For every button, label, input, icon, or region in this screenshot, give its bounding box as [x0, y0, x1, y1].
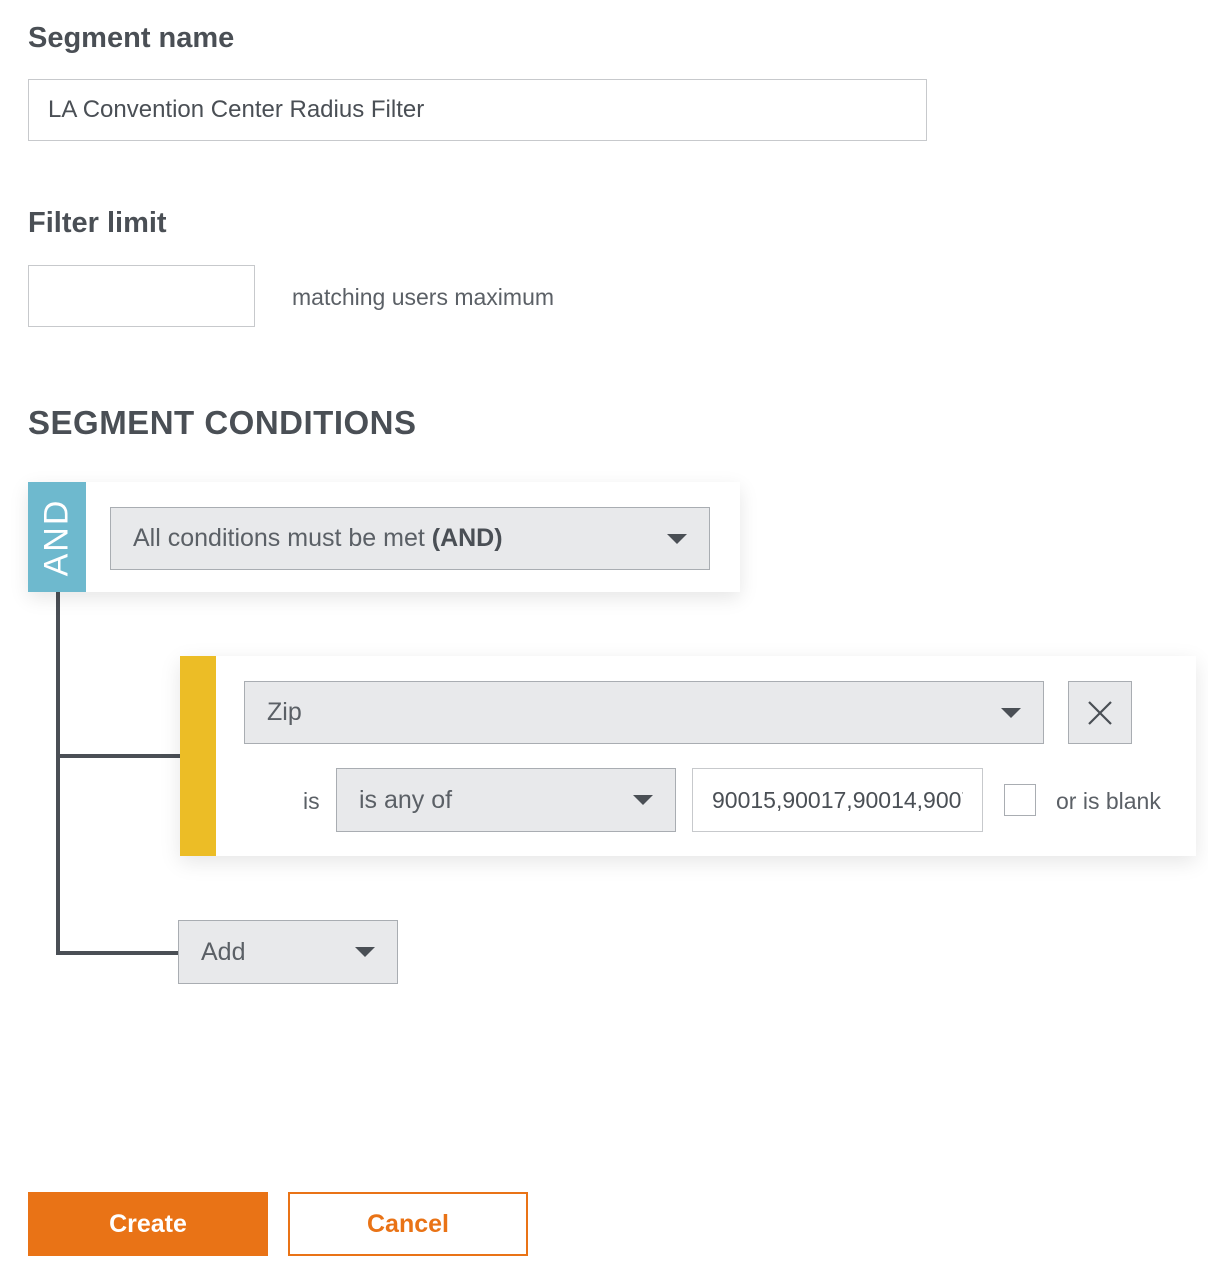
- condition-value-input[interactable]: [692, 768, 983, 832]
- caret-down-icon: [1001, 708, 1021, 718]
- cancel-button[interactable]: Cancel: [288, 1192, 528, 1256]
- condition-operator-select[interactable]: [336, 768, 676, 832]
- tree-branch-condition: [56, 754, 182, 758]
- and-group-tag-label: AND: [37, 498, 76, 576]
- close-icon: [1087, 700, 1113, 726]
- group-logic-select-label: All conditions must be met (AND): [133, 524, 503, 552]
- create-button[interactable]: Create: [28, 1192, 268, 1256]
- group-logic-select[interactable]: [110, 507, 710, 570]
- segment-conditions-heading: SEGMENT CONDITIONS: [28, 404, 417, 441]
- condition-field-label: Zip: [267, 698, 302, 726]
- remove-condition-button[interactable]: [1068, 681, 1132, 744]
- tree-trunk-line: [56, 590, 60, 955]
- filter-limit-suffix: matching users maximum: [292, 284, 555, 310]
- segment-name-label: Segment name: [28, 22, 235, 54]
- operator-prefix: is: [303, 788, 320, 814]
- or-is-blank-label: or is blank: [1056, 788, 1161, 814]
- condition-operator-label: is any of: [359, 785, 453, 814]
- segment-name-input[interactable]: [28, 79, 927, 141]
- condition-field-select[interactable]: [244, 681, 1044, 744]
- add-condition-select[interactable]: [178, 920, 398, 984]
- tree-branch-add: [56, 951, 180, 955]
- caret-down-icon: [633, 795, 653, 805]
- filter-limit-input[interactable]: [28, 265, 255, 327]
- condition-accent-bar: [180, 656, 216, 856]
- add-condition-label: Add: [201, 937, 246, 966]
- or-is-blank-checkbox[interactable]: [1004, 784, 1036, 816]
- caret-down-icon: [667, 534, 687, 544]
- caret-down-icon: [355, 947, 375, 957]
- and-group-tag: [28, 482, 86, 592]
- filter-limit-label: Filter limit: [28, 207, 167, 239]
